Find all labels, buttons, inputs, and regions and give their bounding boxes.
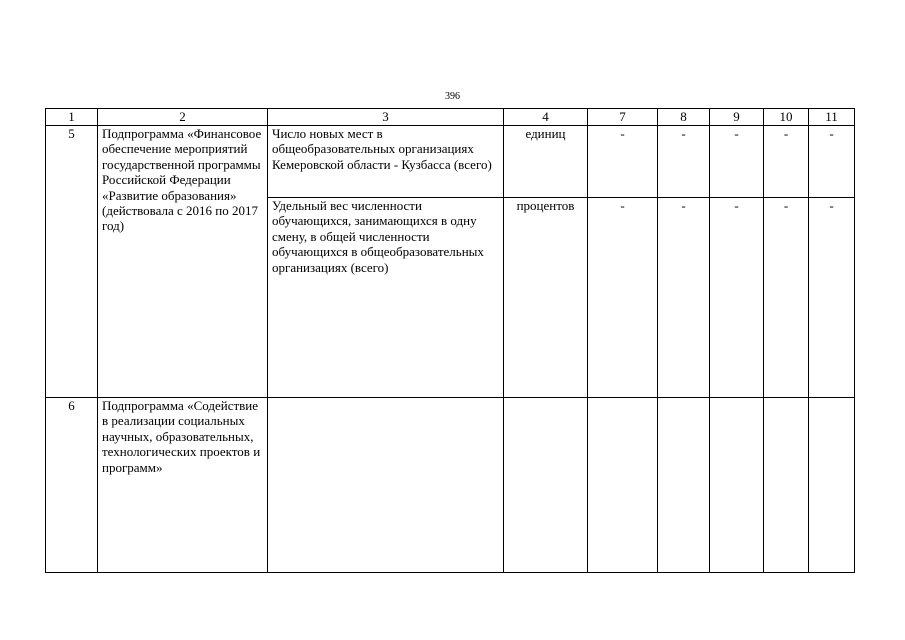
indicator-unit: единиц [504,126,588,198]
column-header: 7 [588,109,658,126]
indicator-value [764,398,809,573]
indicator-value: - [809,126,855,198]
indicator-value: - [710,126,764,198]
indicator-value: - [764,126,809,198]
subprogram-name: Подпрограмма «Содействие в реализации социальных научных, образовательных, технологических проектов и программ» [98,398,268,573]
column-header: 4 [504,109,588,126]
column-header: 10 [764,109,809,126]
indicator-value: - [809,198,855,398]
column-header: 1 [46,109,98,126]
indicator-value: - [588,126,658,198]
indicator-value [588,398,658,573]
indicator-value: - [710,198,764,398]
indicator-value [710,398,764,573]
subprogram-name: Подпрограмма «Финансовое обеспечение мероприятий государственной программы Российской Федерации «Развитие образования» (действовала с 2016 по 2017 год) [98,126,268,398]
column-header: 11 [809,109,855,126]
indicator-value [809,398,855,573]
column-header: 8 [658,109,710,126]
indicator-text: Удельный вес численности обучающихся, занимающихся в одну смену, в общей численности обучающихся в общеобразовательных организациях (всего) [268,198,504,398]
indicator-unit: процентов [504,198,588,398]
column-header: 3 [268,109,504,126]
indicator-value: - [658,126,710,198]
table-row [46,398,855,573]
table-header-row [46,109,855,126]
column-header: 2 [98,109,268,126]
row-number: 5 [46,126,98,398]
indicator-unit [504,398,588,573]
indicator-text [268,398,504,573]
page-number: 396 [445,91,460,102]
indicator-text: Число новых мест в общеобразовательных организациях Кемеровской области - Кузбасса (всего) [268,126,504,198]
indicator-value: - [658,198,710,398]
column-header: 9 [710,109,764,126]
indicators-table [45,108,855,573]
indicator-value: - [764,198,809,398]
indicator-value: - [588,198,658,398]
indicator-value [658,398,710,573]
table-row [46,126,855,198]
row-number: 6 [46,398,98,573]
